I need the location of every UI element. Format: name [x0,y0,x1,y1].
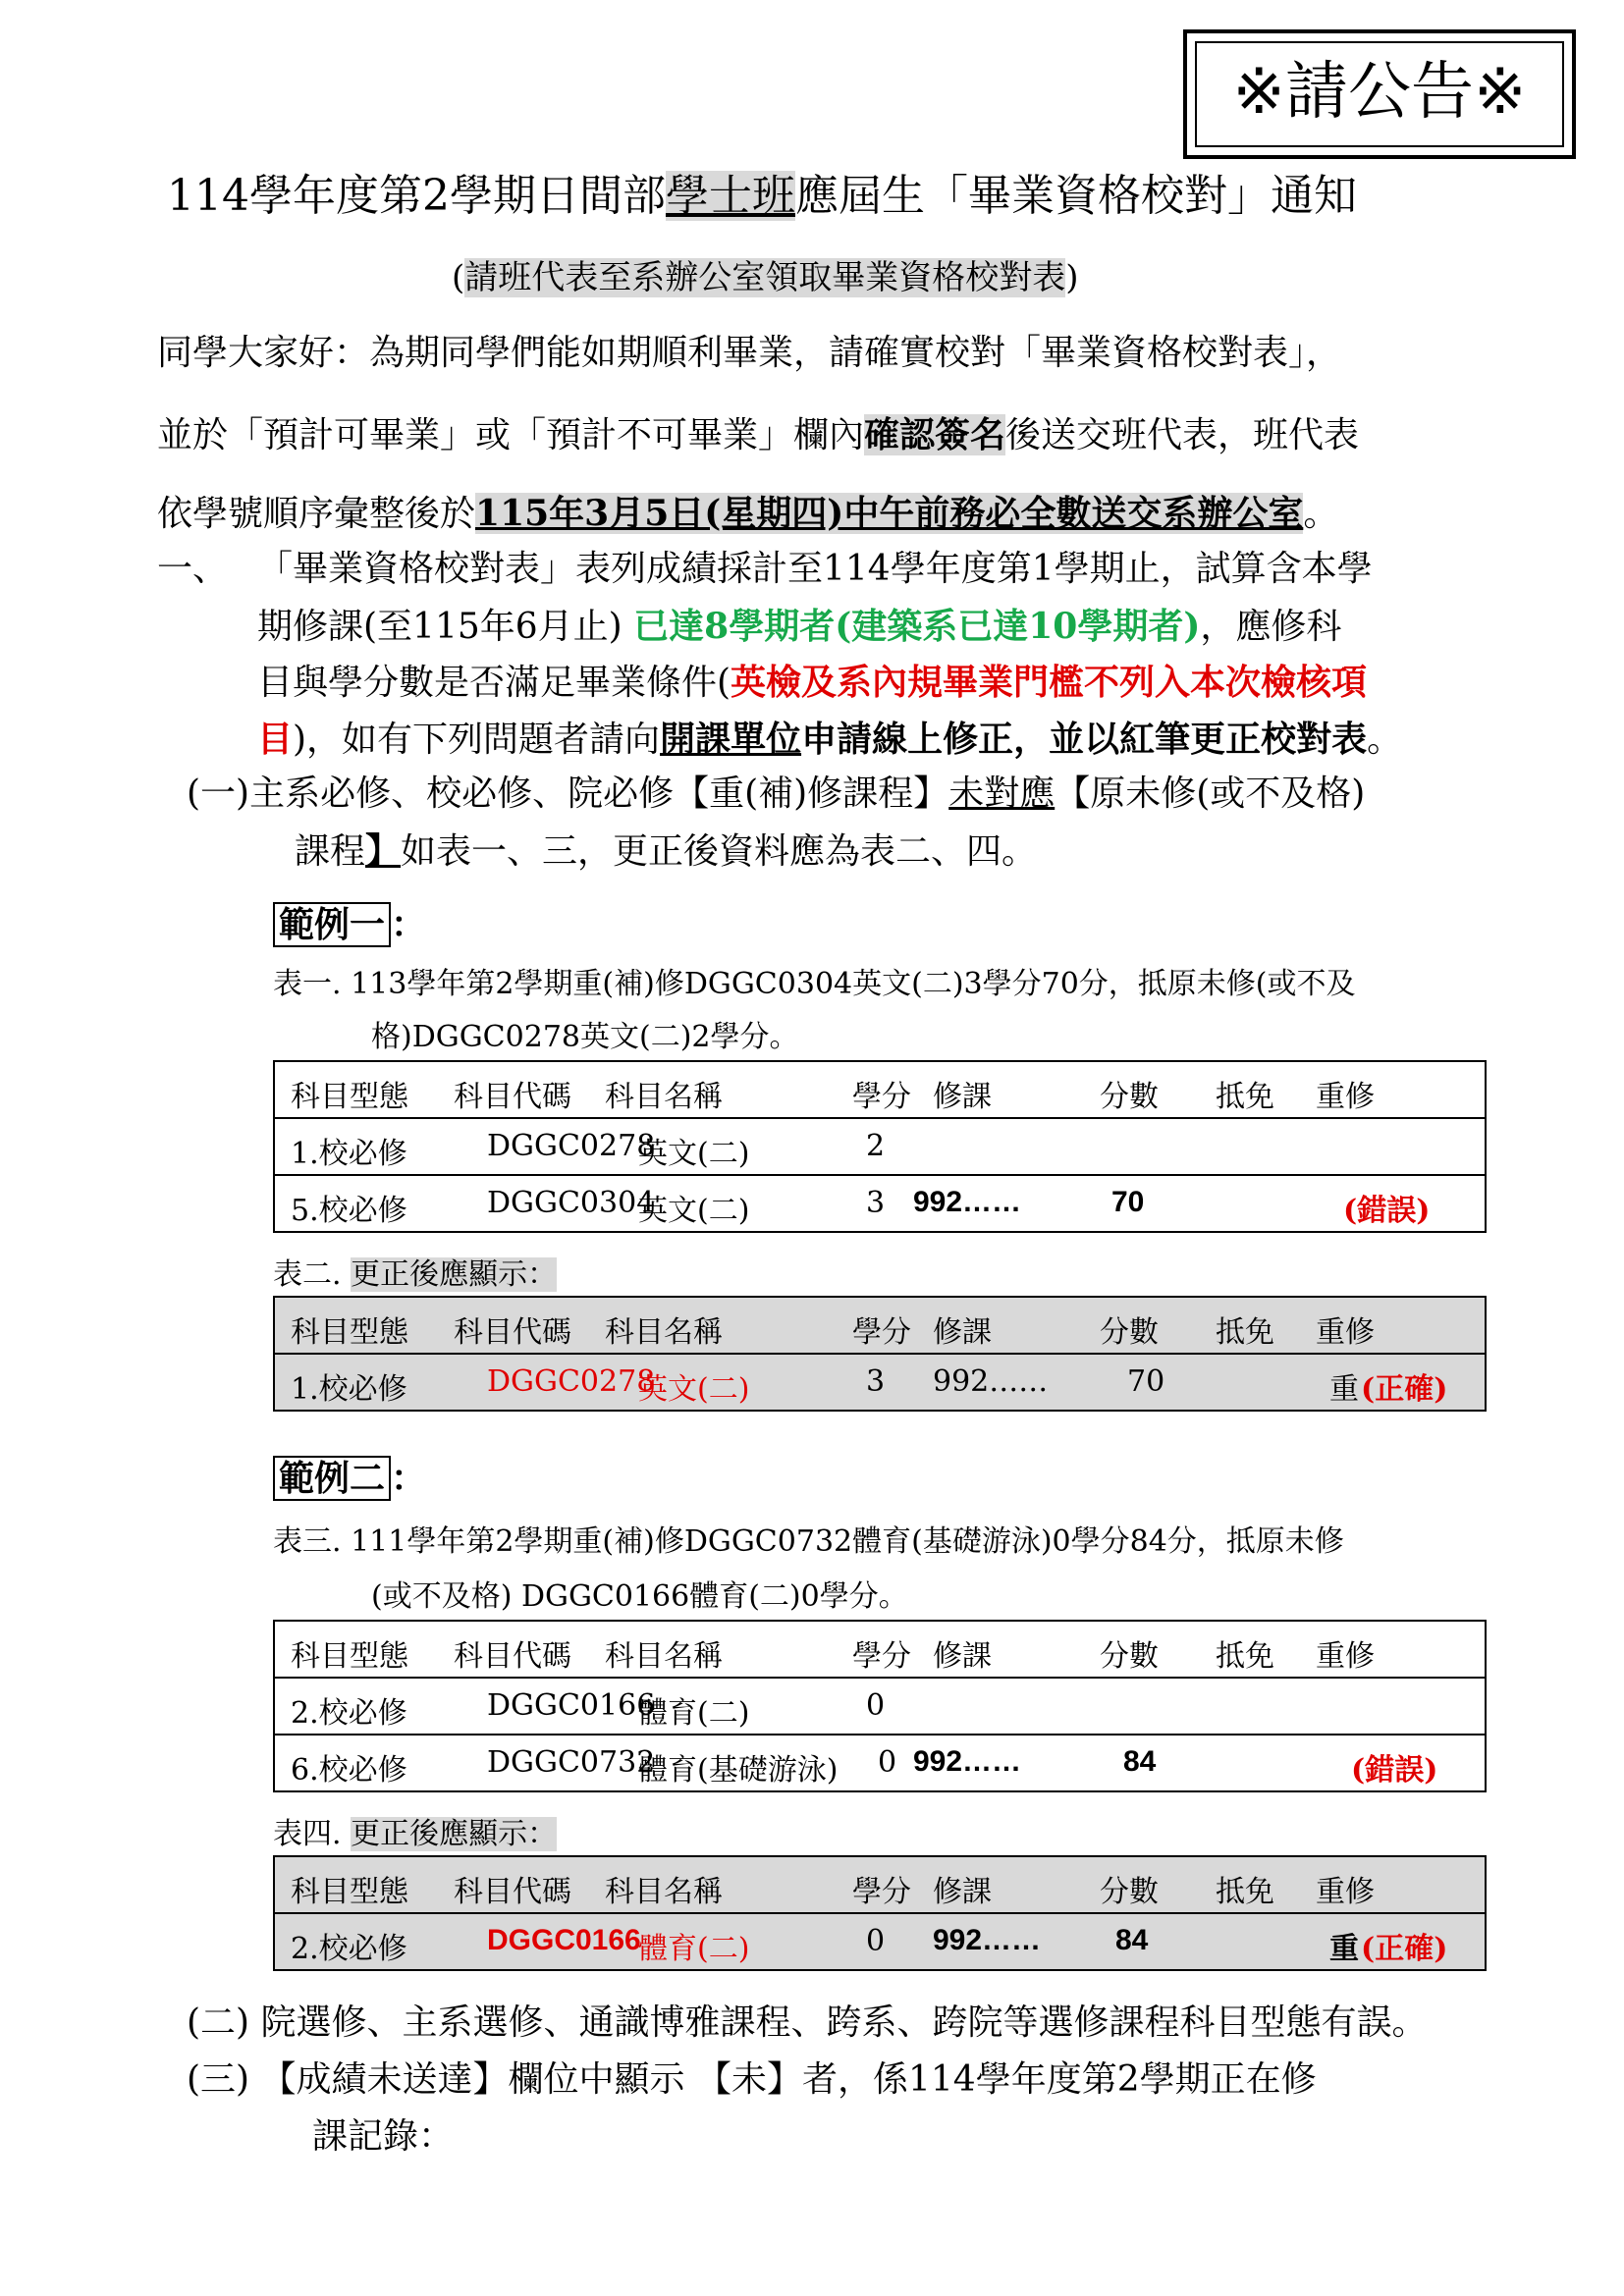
cell-type: 6.校必修 [291,1753,407,1788]
caption4 [273,1812,557,1857]
sub3-line2: 課記錄： [312,2116,455,2157]
intro-sign-confirm: 確認簽名 [864,414,1006,455]
intro-line1: 同學大家好：為期同學們能如期順利畢業，請確實校對「畢業資格校對表」， [157,333,1342,373]
hdr-course: 修課 [933,1875,992,1909]
hdr-credit: 學分 [852,1315,911,1350]
sub1-line2 [295,827,1037,877]
hdr-code: 科目代碼 [454,1875,571,1909]
section1-l4-b: 申請線上修正，並以紅筆更正校對表 [801,719,1368,760]
table-row [274,1678,1486,1735]
cell-retake: 重 [1329,1372,1359,1407]
subtitle-close: ) [1065,258,1079,297]
section1-l3-pre: 目與學分數是否滿足畢業條件( [257,663,731,703]
table-row [274,1354,1486,1411]
section1-line1: 「畢業資格校對表」表列成績採計至114學年度第1學期止，試算含本學 [257,549,1373,589]
hdr-type: 科目型態 [291,1315,408,1350]
example2-title: 範例二 [273,1456,391,1501]
hdr-code: 科目代碼 [454,1639,571,1674]
table4 [273,1855,1487,1971]
section1-l2-green: 已達8學期者(建築系已達10學期者) [633,606,1201,647]
cell-name: 英文(二) [638,1137,750,1171]
subtitle-open: ( [452,258,465,297]
cell-course: 992…… [913,1186,1022,1218]
cell-code: DGGC0304 [487,1186,656,1220]
sub1-l2-b: 如表一、三，更正後資料應為表二、四。 [401,831,1038,872]
cell-credit: 0 [866,1924,886,1958]
caption2-text: 更正後應顯示： [351,1257,558,1292]
hdr-type: 科目型態 [291,1639,408,1674]
section1-l4-red: 目 [257,719,294,760]
subtitle-text: 請班代表至系辦公室領取畢業資格校對表 [464,258,1066,297]
cell-type: 5.校必修 [291,1194,407,1228]
cell-code: DGGC0732 [487,1745,656,1780]
caption4-text: 更正後應顯示： [351,1817,558,1851]
hdr-type: 科目型態 [291,1080,408,1114]
hdr-credit: 學分 [852,1080,911,1114]
example1-colon: ： [391,904,427,945]
hdr-score: 分數 [1100,1080,1159,1114]
intro-line2 [157,410,1359,460]
table-row [274,1913,1486,1970]
section1-line4 [257,715,1402,765]
sub1-l2-a: 課程 [295,831,366,872]
caption3-line1: 表三. 111學年第2學期重(補)修DGGC0732體育(基礎游泳)0學分84分，抵原未修 [273,1524,1344,1559]
cell-score: 70 [1111,1186,1145,1218]
cell-code: DGGC0166 [487,1688,656,1723]
cell-type: 1.校必修 [291,1372,407,1407]
hdr-type: 科目型態 [291,1875,408,1909]
hdr-retake: 重修 [1316,1639,1375,1674]
intro-deadline: 115年3月5日(星期四)中午前務必全數送交系辦公室 [475,493,1304,534]
hdr-score: 分數 [1100,1315,1159,1350]
table1 [273,1060,1487,1233]
cell-name: 體育(二) [638,1932,750,1966]
section1-line3 [257,658,1367,708]
title-highlight: 學士班 [665,171,795,221]
sub1-l1-a: (一)主系必修、校必修、院必修【重(補)修課程】 [187,774,949,814]
cell-credit: 3 [866,1186,886,1220]
example2-colon: ： [391,1458,427,1499]
cell-name: 英文(二) [638,1194,750,1228]
sub2-line: (二) 院選修、主系選修、通識博雅課程、跨系、跨院等選修課程科目型態有誤。 [187,2002,1428,2043]
cell-course: 992…… [933,1924,1042,1956]
hdr-credit: 學分 [852,1639,911,1674]
hdr-exempt: 抵免 [1216,1639,1274,1674]
cell-code: DGGC0278 [487,1129,656,1163]
subtitle [452,251,1079,304]
cell-name: 體育(基礎游泳) [638,1753,839,1788]
notice-text: ※請公告※ [1195,41,1564,147]
hdr-name: 科目名稱 [605,1080,723,1114]
cell-course: 992…… [933,1364,1049,1399]
hdr-credit: 學分 [852,1875,911,1909]
cell-score: 84 [1123,1745,1157,1778]
hdr-retake: 重修 [1316,1315,1375,1350]
caption4-pre: 表四. [273,1817,352,1851]
page-title [167,165,1483,228]
sub1-line1 [187,770,1365,819]
hdr-exempt: 抵免 [1216,1080,1274,1114]
example1-label [273,899,426,950]
cell-type: 2.校必修 [291,1932,407,1966]
cell-credit: 0 [878,1745,897,1780]
cell-score: 84 [1115,1924,1149,1956]
cell-score: 70 [1127,1364,1165,1399]
hdr-exempt: 抵免 [1216,1315,1274,1350]
table-row [274,1118,1486,1175]
title-pre: 114學年度第2學期日間部 [167,171,666,221]
section1-l4-unit: 開課單位 [660,719,802,760]
example2-label [273,1453,426,1504]
sub1-l1-b: 【原未修(或不及格) [1055,774,1366,814]
section1-l2-pre: 期修課(至115年6月止) [257,607,634,647]
hdr-course: 修課 [933,1315,992,1350]
cell-course: 992…… [913,1745,1022,1778]
hdr-code: 科目代碼 [454,1080,571,1114]
table-row [274,1735,1486,1791]
example1-title: 範例一 [273,902,391,947]
cell-name: 英文(二) [638,1372,750,1407]
hdr-course: 修課 [933,1639,992,1674]
cell-note-correct: (正確) [1361,1932,1448,1966]
hdr-name: 科目名稱 [605,1315,723,1350]
table3-header [274,1621,1486,1678]
hdr-code: 科目代碼 [454,1315,571,1350]
cell-code: DGGC0278 [487,1364,656,1399]
section1-line2 [257,602,1341,652]
cell-note-error: (錯誤) [1343,1194,1431,1228]
table3 [273,1620,1487,1792]
title-post: 應屆生「畢業資格校對」通知 [794,171,1357,221]
sub1-l2-u: 】 [365,830,402,872]
caption1-line2: 格)DGGC0278英文(二)2學分。 [371,1020,799,1054]
hdr-retake: 重修 [1316,1080,1375,1114]
caption2 [273,1253,557,1298]
table-row [274,1175,1486,1232]
cell-name: 體育(二) [638,1696,750,1731]
section1-l4-a: )，如有下列問題者請向 [293,720,661,760]
cell-credit: 0 [866,1688,886,1723]
hdr-score: 分數 [1100,1639,1159,1674]
hdr-name: 科目名稱 [605,1875,723,1909]
notice-box [1183,29,1576,159]
intro-line2-post: 後送交班代表，班代表 [1005,415,1360,455]
cell-type: 1.校必修 [291,1137,407,1171]
cell-note-error: (錯誤) [1351,1753,1438,1788]
hdr-course: 修課 [933,1080,992,1114]
cell-credit: 2 [866,1129,886,1163]
cell-type: 2.校必修 [291,1696,407,1731]
section1-l3-red: 英檢及系內規畢業門檻不列入本次檢核項 [731,662,1368,703]
hdr-exempt: 抵免 [1216,1875,1274,1909]
hdr-score: 分數 [1100,1875,1159,1909]
caption2-pre: 表二. [273,1257,352,1292]
hdr-retake: 重修 [1316,1875,1375,1909]
intro-line2-pre: 並於「預計可畢業」或「預計不可畢業」欄內 [157,415,865,455]
table2 [273,1296,1487,1412]
sub1-l1-u: 未對應 [948,774,1056,814]
section1-l2-post: ，應修科 [1200,607,1342,647]
intro-line3 [157,489,1338,539]
intro-line3-post: 。 [1303,494,1339,534]
table1-header [274,1061,1486,1118]
table4-header [274,1856,1486,1913]
cell-code: DGGC0166 [487,1924,641,1956]
section1-num: 一、 [157,549,229,589]
section1-l4-c: 。 [1367,720,1403,760]
intro-line3-pre: 依學號順序彙整後於 [157,494,476,534]
cell-note-correct: (正確) [1361,1372,1448,1407]
cell-retake: 重 [1329,1932,1359,1966]
sub3-line1: (三) 【成績未送達】欄位中顯示 【未】者，係114學年度第2學期正在修 [187,2059,1317,2100]
cell-credit: 3 [866,1364,886,1399]
hdr-name: 科目名稱 [605,1639,723,1674]
table2-header [274,1297,1486,1354]
caption3-line2: (或不及格) DGGC0166體育(二)0學分。 [371,1579,908,1614]
caption1-line1: 表一. 113學年第2學期重(補)修DGGC0304英文(二)3學分70分，抵原未修(或不及 [273,967,1356,1001]
